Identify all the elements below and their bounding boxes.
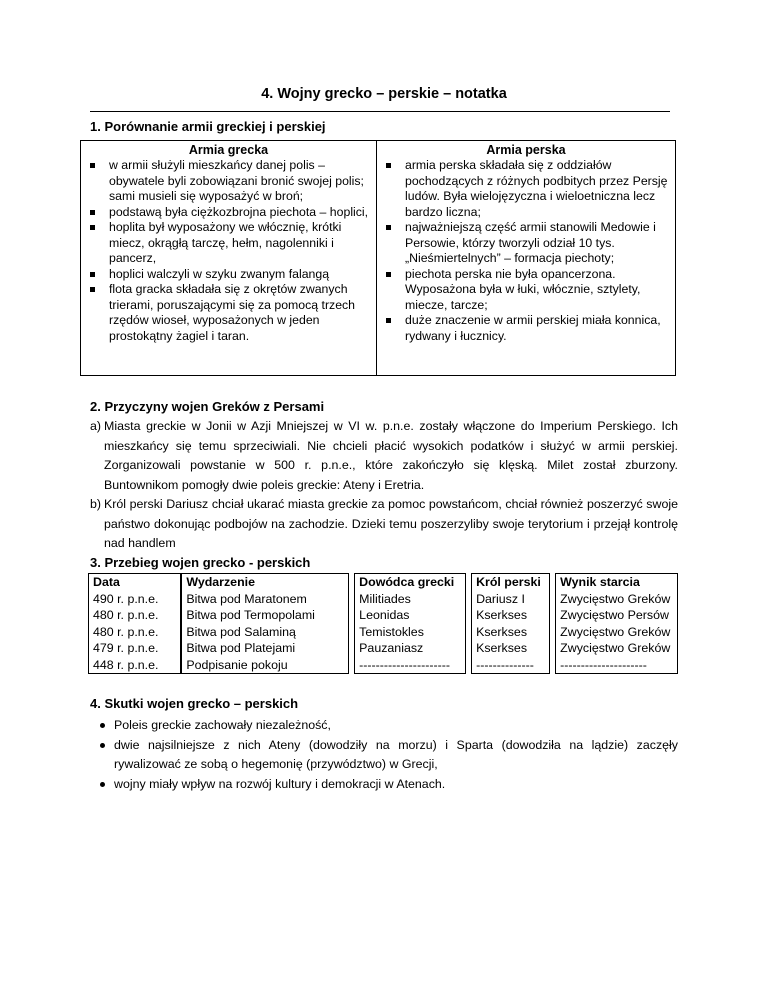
- list-item: piechota perska nie była opancerzona. Wyposażona była w łuki, włócznie, sztylety, miecze, tarcze;: [377, 267, 675, 314]
- list-item: Poleis greckie zachowały niezależność,: [90, 716, 678, 736]
- list-item: a) Miasta greckie w Jonii w Azji Mniejszej w VI w. p.n.e. zostały włączone do Imperium Perskiego. Ich mieszkańcy się temu sprzeciwiali. Nie chcieli płacić wysokich podatków i służyć w armii perskiej. Zorganizowali powstanie w 500 r. p.n.e., które zakończyło się klęską. Milet został zburzony. Buntownikom pomogły dwie poleis greckie: Ateny i Eretria.: [90, 419, 678, 492]
- column-header: Król perski: [471, 573, 550, 591]
- list-item: b) Król perski Dariusz chciał ukarać miasta greckie za pomoc powstańcom, chciał również poszerzyć swoje państwo dokonując podbojów na zachodzie. Dzieki temu poszerzyliby swoje terytorium i przejął kontrolę nad handlem: [90, 497, 678, 550]
- persian-army-header: Armia perska: [486, 143, 566, 157]
- table-row: 480 r. p.n.e. Bitwa pod Salaminą Temistokles Kserkses Zwycięstwo Greków: [88, 624, 678, 641]
- section1-heading: 1. Porównanie armii greckiej i perskiej: [90, 119, 326, 134]
- greek-army-column: [81, 143, 376, 344]
- section3-heading: 3. Przebieg wojen grecko - perskich: [90, 555, 311, 570]
- table-row: 490 r. p.n.e. Bitwa pod Maratonem Militiades Dariusz I Zwycięstwo Greków: [88, 591, 678, 608]
- bullet-square-icon: [90, 225, 95, 230]
- greek-army-list: [81, 158, 376, 344]
- table-row: 479 r. p.n.e. Bitwa pod Platejami Pauzaniasz Kserkses Zwycięstwo Greków: [88, 640, 678, 657]
- title-underline: [90, 111, 670, 112]
- list-item: w armii służyli mieszkańcy danej polis – obywatele byli zobowiązani bronić swojej polis; sami musieli się wyposażyć w broń;: [81, 158, 376, 205]
- persian-army-list: [377, 158, 675, 344]
- bullet-dot-icon: [100, 782, 105, 787]
- comparison-table: [80, 140, 676, 376]
- table-row: 448 r. p.n.e. Podpisanie pokoju ---------------------- -------------- ---------------------: [88, 657, 678, 675]
- column-header: Dowódca grecki: [354, 573, 465, 591]
- bullet-square-icon: [386, 318, 391, 323]
- list-item: podstawą była ciężkozbrojna piechota – hoplici,: [81, 205, 376, 221]
- table-header-row: [88, 573, 678, 591]
- causes-list: [90, 417, 678, 554]
- list-item: hoplita był wyposażony we włócznię, krótki miecz, okrągłą tarczę, hełm, nagolenniki i pancerz,: [81, 220, 376, 267]
- bullet-dot-icon: [100, 743, 105, 748]
- bullet-square-icon: [90, 272, 95, 277]
- list-item: hoplici walczyli w szyku zwanym falangą: [81, 267, 376, 283]
- table-row: 480 r. p.n.e. Bitwa pod Termopolami Leonidas Kserkses Zwycięstwo Persów: [88, 607, 678, 624]
- page-title: 4. Wojny grecko – perskie – notatka: [261, 86, 507, 102]
- list-item: wojny miały wpływ na rozwój kultury i demokracji w Atenach.: [90, 775, 678, 795]
- item-label: b): [90, 497, 102, 511]
- bullet-square-icon: [90, 163, 95, 168]
- section4-heading: 4. Skutki wojen grecko – perskich: [90, 696, 299, 711]
- bullet-square-icon: [386, 272, 391, 277]
- item-label: a): [90, 419, 102, 433]
- column-header: Wydarzenie: [181, 573, 348, 591]
- effects-list: [90, 716, 678, 794]
- list-item: najważniejszą część armii stanowili Medowie i Persowie, którzy tworzyli odział 10 tys. „Nieśmiertelnych” – formacja piechoty;: [377, 220, 675, 267]
- bullet-square-icon: [386, 163, 391, 168]
- column-header: Wynik starcia: [555, 573, 678, 591]
- events-table: [88, 573, 678, 674]
- bullet-square-icon: [90, 210, 95, 215]
- column-header: Data: [88, 573, 181, 591]
- greek-army-header: Armia grecka: [188, 143, 269, 157]
- bullet-dot-icon: [100, 723, 105, 728]
- list-item: flota gracka składała się z okrętów zwanych trierami, poruszającymi się za pomocą trzech rzędów wioseł, wyposażonych w jeden prostokątny żagiel i taran.: [81, 282, 376, 344]
- list-item: dwie najsilniejsze z nich Ateny (dowodziły na morzu) i Sparta (dowodziła na lądzie) zaczęły rywalizować ze sobą o hegemonię (przywództwo) w Grecji,: [90, 736, 678, 775]
- section2-heading: 2. Przyczyny wojen Greków z Persami: [90, 399, 325, 414]
- persian-army-column: [377, 143, 675, 344]
- bullet-square-icon: [386, 225, 391, 230]
- bullet-square-icon: [90, 287, 95, 292]
- list-item: duże znaczenie w armii perskiej miała konnica, rydwany i łucznicy.: [377, 313, 675, 344]
- list-item: armia perska składała się z oddziałów pochodzących z różnych podbitych przez Persję ludów. Była wielojęzyczna i wieloetniczna lecz bardzo liczna;: [377, 158, 675, 220]
